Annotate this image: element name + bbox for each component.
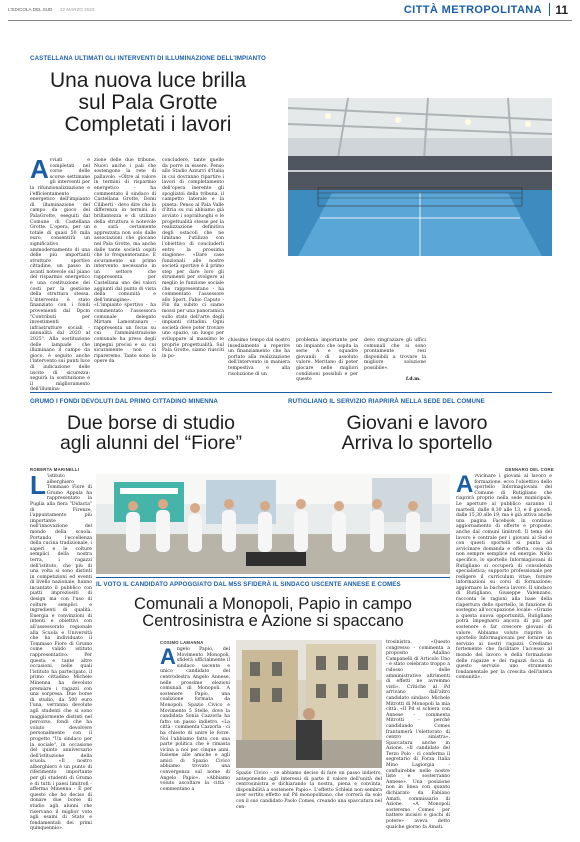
article3-headline: Giovani e lavoro Arriva lo sportello xyxy=(341,412,493,455)
article4-headline: Comunali a Monopoli, Papio in campo Centrosinistra e Azione si spaccano xyxy=(134,595,412,631)
article4-column-1: Angelo Papio, del Movimento Monopoli, sfiderà ufficialmente il sindaco uscente e unico candidato del centrodestra Angelo Annese, nelle prossime elezioni comunali di Monopoli. A sostenere Papio, una coalizione formata da Monopoli, Spazio Civico e Movimento 5 Stelle, dove la candidata Sonia Cazzorla ha fatto un passo indietro. «La città - commenta Cazzorla - ci ha chiesto di unire le forze. Noi l'abbiamo fatto con una parte politica che è rimasta vicina a noi per cinque anni. Insieme alle amiche e agli amici di Spazio Civico abbiamo trovato una convergenza sul nome di Angelo Papio». «Abbiamo voluto ascoltare la città - commentano a xyxy=(160,644,230,792)
article1-column-6: devo ringraziare gli uffici comunali che si sono prontamente resi disponibili a trovare la migliore soluzione possibile». xyxy=(364,338,426,371)
article1-column-2: zione delle due tribune. Nuovi anche i pali che sostengono la rete di pallavolo. «Oltre al valore in termini di risparmio energetico - ha commentato il sindaco di Castellana Grotte, Domi Ciliberti - devo dire che la differenza in termini di brillantezza e di utilizzo della struttura è notevole e sarà certamente apprezzata non solo dalle associazioni che giocano nel Pala Grotte, ma anche dalle tante società ospiti che lo frequenteranno. È sicuramente un primo intervento necessario in un settore che rappresenta per Castellana uno dei valori aggiunti dal punto di vista della comunità e dell'immagine». «L'impianto sportivo - ha commentato l'assessora comunale delegato Mirtam Lamontanaro - rappresenta un focus su cui l'amministrazione comunale ha preso degli impegni precisi e su cui sicuramente non ci ripareremo. Tante sono le opere da xyxy=(94,158,156,365)
masthead-separator xyxy=(549,3,550,16)
article4-column-3: trosinistra. «Questo congresso - commenta a proposito Adalino Campanelli di Articolo Uno - è stato celebrato troppo a ridosso delle amministrative altrimenti di effetti ne avremmo visti». Critiche al Pd arrivano dall'altro candidato sindaco Michele Mitrotti di Monopoli la mia città. «Il Pd si schiera con Annese - commenta Mitrotti - perché candidando Comes frantumerà l'elettorato di centro sinistra». Spaccatura anche in Azione. «Il candidato del Terzo Polo - ci conferma il segretario di Forza Italia Mino Lagiorgia - confluirebbe nelle nostre liste e sosterranno Annese». Una posizione non in linea con quanto dichiarato da Fabiano Amati, commissario di Azione. «A Monopoli sosteremo Comes per battere incisivi e giochi di potere» aveva detto qualche giorno fa Amati. xyxy=(386,640,450,830)
article2-body: L 'istituto alberghiero Tommaso Fiore di Grumo Appula ha rappresentato la Puglia alla fiera "Didacta" di Firenze, l'appuntamento più importante nell'innovazione del mondo della scuola. Portando l'eccellenza della cucina tradizionale, i saperi e le colture semplici della nostra terra, i ragazzi dell'istituto, che più di una volta si sono distinti in competizioni ed eventi di livello nazionale, hanno incantato il pubblico con piatti impreziositi di design ma con l'uso di colture semplici e ingredienti di qualità. Energia e convinzioni di intenti e obiettivi con all'assessorato regionale alla Scuola e Università che ha individuato il Tommaso Fiore di Grumo come valido istituto rappresentativo. Per questa e tante altre occasioni, nelle quali l'istituto ha partecipato, il primo cittadino Michele Minenna ha devoluto premiare i ragazzi con una sorpresa. Due borse di studio, da 500 euro l'una, verranno devolute agli studenti che si sono maggiormente distinti nel percorso, fondi che ha voluto devolvere personalmente con il progetto "Un sindaco per la sociale", in occasione del quinto anniversario dell'istituzione della scuola. «Il nostro alberghiero è un punto di riferimento importante per gli studenti di Grumo e di tutti i paesi limitrofi - afferma Minenna - È per questo che ho deciso di donare due borse di studio agli alunni che riservano il miglior voto agli esami di Stato e fondamentali dei primi quinquennio». xyxy=(30,470,92,832)
article4-column-2: Spazio Civico - ce abbiamo deciso di fare un passo indietro, anteponendo agli interessi di parte il valore dell'unità del centrosinistra e dichiarando la nostra, piena e convinta, disponibilità a sostenere Papio». L'effetto Schlein non sembra aver sortito effetto sul Pd monopolitano, che correrà da solo con il suo candidato Paolo Comes, creando una spaccatura nel cen- xyxy=(236,771,382,810)
article1-signature: f.d.m. xyxy=(406,377,421,382)
article2-photo-students xyxy=(96,474,450,574)
article4-byline: COSIMO LAMANNA xyxy=(160,640,204,645)
article1-headline: Una nuova luce brilla sul Pala Grotte Completati i lavori xyxy=(49,69,247,137)
article3-kicker: RUTIGLIANO IL SERVIZIO RIAPRIRÀ NELLA SEDE DEL COMUNE xyxy=(288,398,485,405)
masthead-section: CITTÀ METROPOLITANA xyxy=(403,4,542,16)
article1-column-3: concludere, tante quelle da porre in essere. Penso allo Stadio Azzurri d'Italia in cui dovranno ripartire i lavori di completamento dell'opera inerente gli spogliatoi della tribuna, il campetto laterale e la pineta. Penso al Pala Valle d'Itria su cui abbiamo già avviato i sopralluoghi e le progettualità stesse per la realizzazione definitiva degli ostacoli che ne limitano l'utilizzo con l'obiettivo di concluderli entro la prossima stagione». «Dare case funzionali alle nostre società sportive è il primo step per dare loro gli strumenti per svolgere al meglio le funzione sociale che rappresentano - ha commentato l'assessore allo Sport, Fabio Caputo - Fin da subito ci siamo mossi per una panoramica sullo stato dell'arte degli impianti cittadini. Ogni società deve poter trovare uno spazio, un luogo per sviluppare al massimo le proprie progettualità. Sul Pala Grotte, siamo riusciti in po- xyxy=(162,158,224,359)
article1-column-5: problema importante per un impianto che ospita la serie A e squadre giovanili di assoluto valore. Meritano di poter giocare nelle migliori condizioni possibili e per questo xyxy=(296,338,358,383)
article4-kicker: IL VOTO IL CANDIDATO APPOGGIATO DAL M5S SFIDERÀ IL SINDACO USCENTE ANNESE E COMES xyxy=(96,581,401,588)
masthead-rule xyxy=(8,20,572,21)
article3-byline: GENNARO DEL CORE xyxy=(505,467,554,472)
article4-top-rule xyxy=(96,577,450,578)
article1-kicker: CASTELLANA ULTIMATI GLI INTERVENTI DI ILLUMINAZIONE DELL'IMPIANTO xyxy=(30,55,266,62)
page-number: 11 xyxy=(555,3,568,17)
masthead xyxy=(8,0,572,22)
article1-photo-palagrotte xyxy=(288,98,552,256)
article4-photo-monopoli xyxy=(236,640,382,768)
article2-byline: ROBERTA MARINELLI xyxy=(30,467,80,472)
article3-body: Avvicinare i giovani al lavoro e formazione, ecco l'obiettivo dello sportello Informagiovani del Comune di Rutigliano che riaprirà proprio nella sede municipale. Le aperture al pubblico saranno il martedì, dalle 8,30 alle 13, e il giovedì, dalle 15,30 alle 19, ma è già attiva anche una pagina Facebook in continuo aggiornamento di offerte e proposte, anche dal comuni limitrofi. Il tema del lavoro è centrale per i giovani al Sud e con questi sportelli si punta ad avvicinare domanda e offerta, cosa da non sempre semplice ed energie. Nello specifico, lo sportello Informagiovani di Rutigliano si occuperà di consulenza specialistica; supporto professionale per redigere il curriculum vitae; fornire informazioni su corsi di formazione; aggiornare la bacheca lavoro. Il sindaco di Rutigliano, Giuseppe Valenzano, racconta le ragioni alla base della riapertura dello sportello, in funzione di sostegno all'occupazione locale: «Grazie a questa nuova opportunità, Rutigliano potrà impegnarsi ancora di più per sostenere e far crescere giovani di valore. Abbiamo voluto riaprire lo sportello Informagiovani per fornire un servizio ai nostri ragazzi. Crediamo fortemente che facilitare l'accesso al mondo del lavoro e della formazione delle ragazze e dei ragazzi faccia di questo servizio uno strumento fondamentale per la crescita dell'intera comunità». xyxy=(456,471,553,681)
article1-column-4: chissimo tempo dal nostro insediamento a reperire un finanziamento che ha portato alla realizzazione dell'intervento in maniera tempestiva e alla risoluzione di un xyxy=(228,338,290,377)
article2-kicker: GRUMO I FONDI DEVOLUTI DAL PRIMO CITTADINO MINENNA xyxy=(30,398,218,405)
article1-bottom-rule xyxy=(30,392,552,393)
masthead-date: 22 MARZO 2023 xyxy=(60,7,95,12)
article2-headline: Due borse di studio agli alunni del “Fiore” xyxy=(59,412,243,455)
masthead-newspaper: L'EDICOLA DEL SUD xyxy=(8,7,53,12)
article1-column-1: Avviati e completati nel corso delle scorse settimane gli interventi per la rifunzionalizzazione e l'efficientamento energetico dell'impianto di illuminazione del campo da gioco del PalaGrotte, eseguiti dal Comune di Castellana Grotte. L'opera, per un totale di quasi 50 mila euro, consentirà un significativo ammodernamento di una delle più importanti strutture sportive cittadine, un passo in avanti notevole sul piano del risparmio energetico e una costituzione dei costi per la gestione della struttura stessa. L'intervento è stato finanziato con i fondi provenienti dal Dpcm "Contributi per investimenti infrastrutture sociali - annualità dal 2020 al 2025". Alla sostituzione delle lampade che illuminano il campo da gioco, è seguito anche l'intervento sui punti luce di indicazione delle uscite di sicurezza: seguirà la sostituzione e il miglioramento dell'illumina- xyxy=(30,154,90,393)
